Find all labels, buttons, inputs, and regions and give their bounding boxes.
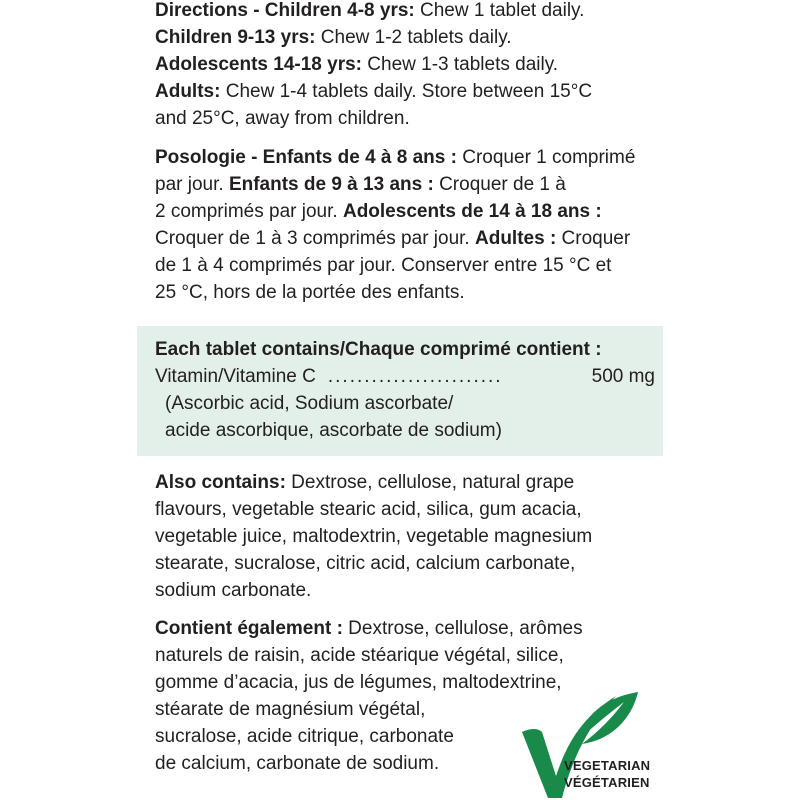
directions-line (155, 252, 655, 279)
vegetarian-badge (520, 688, 660, 800)
directions-line (155, 279, 655, 306)
directions-line (155, 78, 655, 105)
directions-text: 25 °C, hors de la portée des enfants. (155, 282, 465, 303)
directions-label: Posologie - Enfants de 4 à 8 ans : (155, 147, 457, 168)
directions-text: 2 comprimés par jour. (155, 201, 343, 222)
non-medicinal-english (155, 469, 655, 604)
also-contains-line: stéarate de magnésium végétal, (155, 699, 426, 720)
ingredient-name: Vitamin/Vitamine C (155, 366, 316, 387)
ingredient-source-line: acide ascorbique, ascorbate de sodium) (165, 420, 502, 441)
also-contains-line: sodium carbonate. (155, 580, 312, 601)
also-contains-line: stearate, sucralose, citric acid, calcium carbonate, (155, 553, 576, 574)
directions-english (155, 0, 655, 132)
ingredient-source-line: (Ascorbic acid, Sodium ascorbate/ (165, 393, 454, 414)
directions-label: Directions - Children 4-8 yrs: (155, 0, 415, 21)
directions-line (155, 225, 655, 252)
also-contains-line: sucralose, acide citrique, carbonate (155, 726, 454, 747)
also-contains-text: Dextrose, cellulose, natural grape (285, 472, 575, 493)
medicinal-ingredients-box (137, 326, 663, 456)
directions-label: Children 9-13 yrs: (155, 27, 316, 48)
directions-line (155, 0, 655, 24)
directions-text: Croquer de 1 à (433, 174, 566, 195)
ingredient-amount: 500 mg (591, 366, 655, 387)
directions-label: Adultes : (475, 228, 557, 249)
also-contains-text: Dextrose, cellulose, arômes (342, 618, 583, 639)
directions-text: de 1 à 4 comprimés par jour. Conserver entre 15 °C et (155, 255, 612, 276)
directions-text: Chew 1-3 tablets daily. (362, 54, 559, 75)
also-contains-line: gomme d’acacia, jus de légumes, maltodextrine, (155, 672, 562, 693)
vegetarian-label-french: VÉGÉTARIEN (564, 775, 650, 790)
directions-text: Chew 1-2 tablets daily. (315, 27, 512, 48)
directions-line (155, 105, 655, 132)
directions-line (155, 171, 655, 198)
also-contains-line (155, 615, 595, 642)
directions-label: Adolescents 14-18 yrs: (155, 54, 362, 75)
directions-text: par jour. (155, 174, 229, 195)
ingredient-row (155, 363, 655, 390)
directions-line (155, 51, 655, 78)
ingredients-heading: Each tablet contains/Chaque comprimé contient : (155, 339, 602, 360)
directions-french (155, 144, 655, 306)
directions-label: Adolescents de 14 à 18 ans : (342, 201, 602, 222)
directions-line (155, 144, 655, 171)
directions-label: Enfants de 9 à 13 ans : (228, 174, 434, 195)
also-contains-line: vegetable juice, maltodextrin, vegetable magnesium (155, 526, 593, 547)
also-contains-line (155, 469, 655, 496)
also-contains-label: Contient également : (155, 618, 343, 639)
directions-text: and 25°C, away from children. (155, 108, 410, 129)
also-contains-line: flavours, vegetable stearic acid, silica, gum acacia, (155, 499, 582, 520)
directions-line (155, 198, 655, 225)
directions-text: Chew 1 tablet daily. (414, 0, 585, 21)
directions-text: Chew 1-4 tablets daily. Store between 15°C (220, 81, 593, 102)
also-contains-line: de calcium, carbonate de sodium. (155, 753, 440, 774)
directions-text: Croquer de 1 à 3 comprimés par jour. (155, 228, 475, 249)
also-contains-label: Also contains: (155, 472, 286, 493)
directions-text: Croquer (556, 228, 631, 249)
directions-label: Adults: (155, 81, 221, 102)
directions-text: Croquer 1 comprimé (456, 147, 636, 168)
vegetarian-label-english: VEGETARIAN (564, 758, 651, 773)
also-contains-line: naturels de raisin, acide stéarique végétal, silice, (155, 645, 564, 666)
leader-dots: ........................ (327, 366, 503, 387)
directions-line (155, 24, 655, 51)
